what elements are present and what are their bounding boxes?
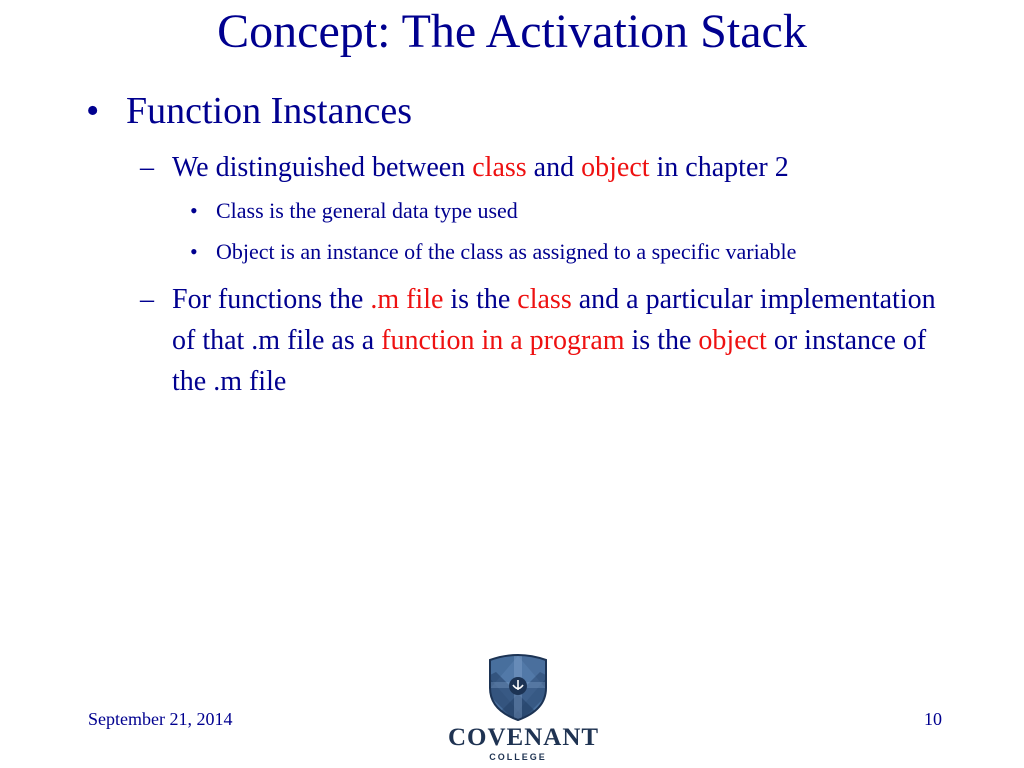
highlight-object: object: [581, 152, 650, 183]
highlight-object: object: [698, 325, 767, 356]
subpoint-text: [172, 279, 962, 402]
detail-text: Object is an instance of the class as assigned to a specific variable: [216, 239, 797, 264]
page-number: 10: [924, 709, 942, 729]
dash-icon: –: [140, 152, 154, 183]
text-segment: and: [526, 152, 582, 183]
detail-text: Class is the general data type used: [216, 198, 518, 223]
logo-subtitle: COLLEGE: [489, 752, 547, 762]
text-segment: For functions the: [172, 284, 371, 315]
subpoint-text: [172, 147, 972, 188]
slide-title: Concept: The Activation Stack: [217, 5, 807, 58]
highlight-class: class: [472, 152, 527, 183]
shield-icon: [486, 652, 550, 722]
bullet-icon: •: [86, 90, 100, 132]
bullet-icon: •: [190, 239, 198, 264]
text-segment: is the: [624, 325, 699, 356]
text-segment: We distinguished between: [172, 152, 473, 183]
bullet-icon: •: [190, 198, 198, 223]
text-segment: in chapter 2: [649, 152, 789, 183]
footer-date: September 21, 2014: [88, 709, 233, 729]
text-segment: is the: [443, 284, 518, 315]
text-segment: or instance of the .m file: [172, 325, 927, 397]
text-segment: and a particular implementation of that .m file as a: [172, 284, 936, 356]
dash-icon: –: [140, 284, 154, 315]
highlight-function-in-program: function in a program: [381, 325, 625, 356]
logo-name: COVENANT: [448, 724, 600, 751]
highlight-m-file: .m file: [370, 284, 444, 315]
highlight-class: class: [517, 284, 572, 315]
bullet-text: Function Instances: [126, 90, 413, 132]
college-logo: [448, 652, 600, 764]
